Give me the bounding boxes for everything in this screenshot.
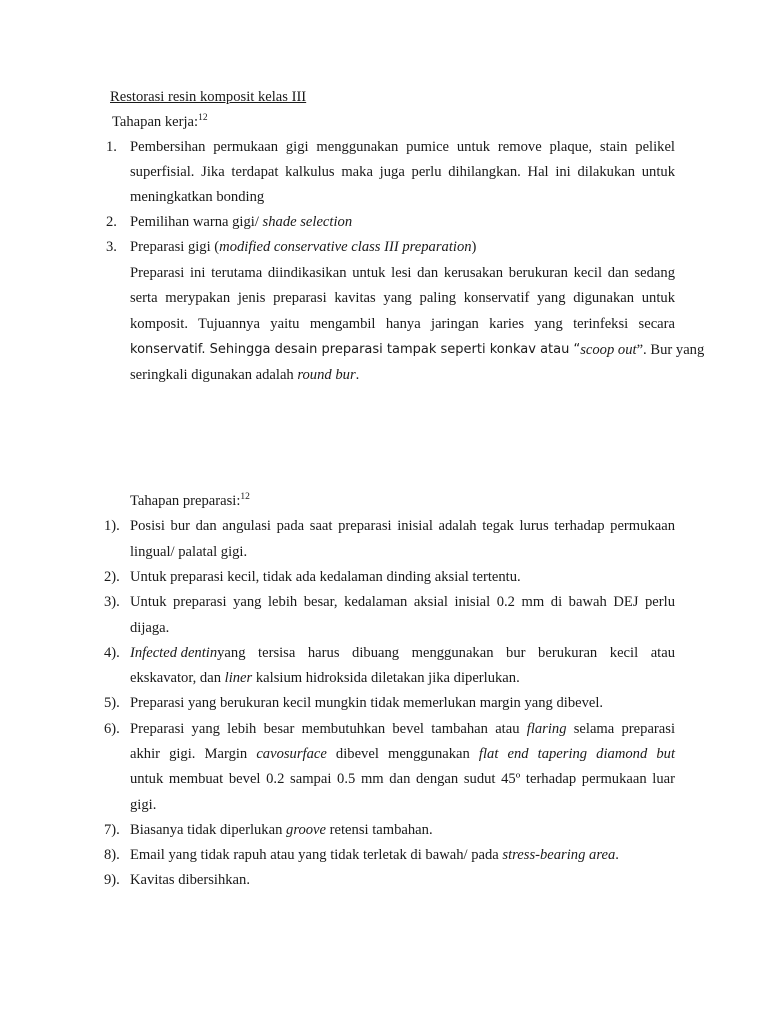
- step-3-text: Preparasi gigi (modified conservative class III preparation): [130, 239, 477, 255]
- prep-step-3-line-1: Untuk preparasi yang lebih besar, kedalaman aksial inisial 0.2 mm di bawah DEJ perlu: [130, 594, 675, 610]
- step-1-line-2: superfisial. Jika terdapat kalkulus maka juga perlu dihilangkan. Hal ini dilakukan untuk: [130, 164, 675, 180]
- step-3-paragraph-line-2: serta merypakan jenis preparasi kavitas yang paling konservatif yang digunakan untuk: [130, 290, 675, 306]
- steps-heading: Tahapan kerja:$^{12}$: [112, 113, 208, 130]
- step-1-line-1: Pembersihan permukaan gigi menggunakan pumice untuk remove plaque, stain pelikel: [130, 139, 675, 155]
- prep-step-6-number: 6).: [104, 721, 120, 737]
- step-3-paragraph-line-3: komposit. Tujuannya yaitu mengambil hanya jaringan karies yang terinfeksi secara: [130, 316, 675, 332]
- prep-step-8-line-1: Email yang tidak rapuh atau yang tidak terletak di bawah/ pada stress-bearing area.: [130, 847, 619, 863]
- prep-step-2-line-1: Untuk preparasi kecil, tidak ada kedalaman dinding aksial tertentu.: [130, 569, 521, 585]
- preparation-heading: Tahapan preparasi:$^{12}$: [130, 492, 250, 509]
- prep-step-8-number: 8).: [104, 847, 120, 863]
- steps-heading-reference: 12: [198, 113, 208, 123]
- step-1-number: 1.: [106, 139, 117, 155]
- prep-step-6-line-2: akhir gigi. Margin cavosurface dibevel menggunakan flat end tapering diamond but: [130, 746, 675, 762]
- prep-step-6-line-3: untuk membuat bevel 0.2 sampai 0.5 mm dan dengan sudut 45º terhadap permukaan luar: [130, 771, 675, 787]
- prep-step-3-line-2: dijaga.: [130, 620, 170, 636]
- prep-step-4-line-2: ekskavator, dan liner kalsium hidroksida diletakan jika diperlukan.: [130, 670, 520, 686]
- step-3-paragraph-line-1: Preparasi ini terutama diindikasikan untuk lesi dan kerusakan berukuran kecil dan sedang: [130, 265, 675, 281]
- step-3-paragraph-line-4: konservatif. Sehingga desain preparasi tampak seperti konkav atau “ scoop out”. Bur yang: [130, 342, 705, 358]
- step-3-number: 3.: [106, 239, 117, 255]
- prep-step-5-line-1: Preparasi yang berukuran kecil mungkin tidak memerlukan margin yang dibevel.: [130, 695, 604, 711]
- prep-step-1-line-2: lingual/ palatal gigi.: [130, 544, 248, 560]
- prep-step-2-number: 2).: [104, 569, 120, 585]
- prep-step-9-line-1: Kavitas dibersihkan.: [130, 872, 250, 888]
- prep-step-1-line-1: Posisi bur dan angulasi pada saat preparasi inisial adalah tegak lurus terhadap permukaan: [130, 518, 675, 534]
- preparation-heading-reference: 12: [240, 492, 250, 502]
- prep-step-4-number: 4).: [104, 645, 120, 661]
- prep-step-3-number: 3).: [104, 594, 120, 610]
- prep-step-1-number: 1).: [104, 518, 120, 534]
- prep-step-7-number: 7).: [104, 822, 120, 838]
- step-3-paragraph-line-5: seringkali digunakan adalah round bur.: [130, 367, 360, 383]
- prep-step-6-line-1: Preparasi yang lebih besar membutuhkan bevel tambahan atau flaring selama preparasi: [130, 721, 675, 737]
- prep-step-7-line-1: Biasanya tidak diperlukan groove retensi tambahan.: [130, 822, 433, 838]
- prep-step-5-number: 5).: [104, 695, 120, 711]
- document-title: Restorasi resin komposit kelas III: [110, 89, 307, 105]
- step-2-number: 2.: [106, 214, 117, 230]
- prep-step-6-line-4: gigi.: [130, 797, 157, 813]
- prep-step-4-line-1: Infected dentin yang tersisa harus dibuang menggunakan bur berukuran kecil atau: [130, 645, 675, 661]
- step-1-line-3: meningkatkan bonding: [130, 189, 265, 205]
- step-2-text: Pemilihan warna gigi/ shade selection: [130, 214, 353, 230]
- prep-step-9-number: 9).: [104, 872, 120, 888]
